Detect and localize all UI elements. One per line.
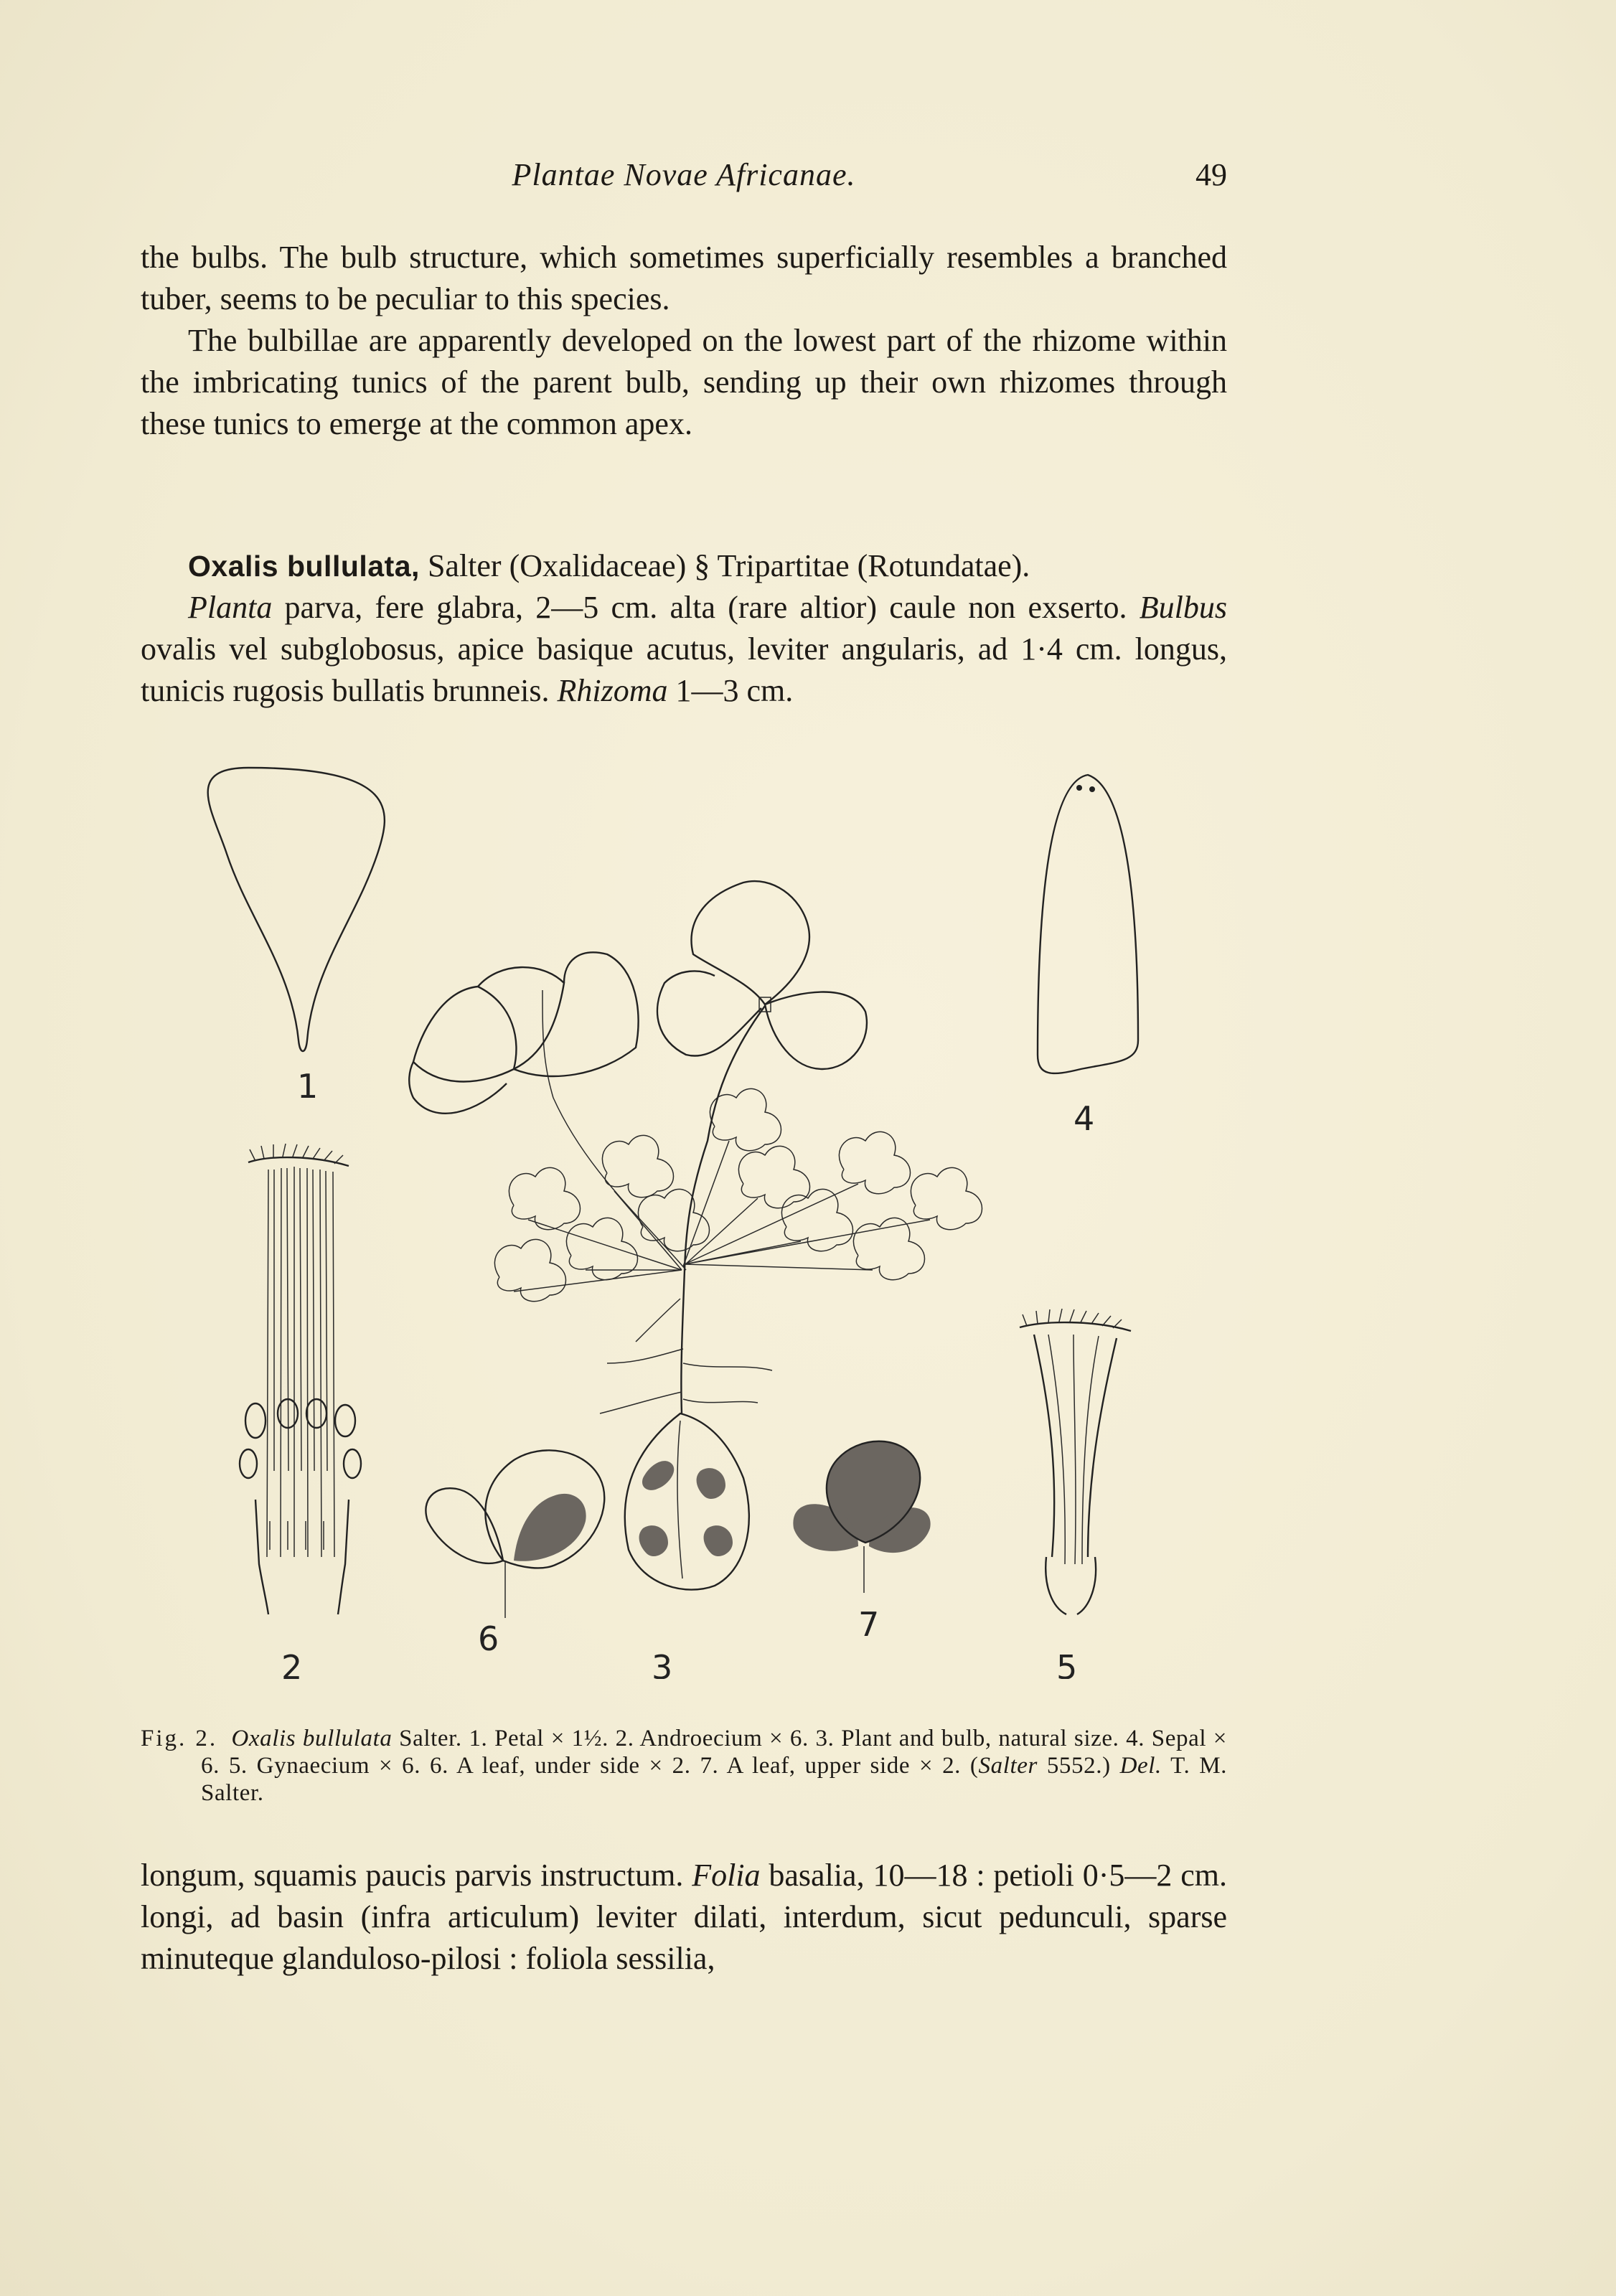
term-rhizoma: Rhizoma	[557, 673, 668, 708]
caption-text	[141, 1725, 1227, 1807]
caption-collector: Salter	[978, 1753, 1038, 1779]
caption-fig-number: Fig. 2.	[141, 1726, 218, 1751]
species-heading	[141, 545, 1227, 587]
description-planta: parva, fere glabra, 2—5 cm. alta (rare altior) caule non exserto.	[272, 590, 1140, 625]
page-number: 49	[1195, 157, 1227, 192]
label-7: 7	[858, 1605, 880, 1644]
term-folia: Folia	[692, 1858, 761, 1893]
leaf-underside-drawing	[426, 1450, 604, 1618]
continued-description	[141, 1855, 1227, 1980]
caption-artist: T. M. Salter.	[201, 1753, 1227, 1806]
term-bulbus: Bulbus	[1139, 590, 1227, 625]
sepal-drawing	[1038, 775, 1138, 1073]
term-planta: Planta	[188, 590, 273, 625]
label-6: 6	[478, 1619, 499, 1658]
species-authority: Salter (Oxalidaceae) § Tripartitae (Rotundatae).	[419, 548, 1030, 583]
label-3: 3	[652, 1648, 673, 1679]
caption-del: Del.	[1119, 1753, 1162, 1779]
leaf-upperside-drawing	[793, 1441, 930, 1593]
description-bulbus: ovalis vel subglobosus, apice basique acutus, leviter angularis, ad 1·4 cm. longus, tunicis rugosis bullatis brunneis.	[141, 631, 1227, 708]
figure-caption	[141, 1725, 1227, 1807]
petal-drawing	[208, 768, 385, 1051]
caption-details: Salter. 1. Petal × 1½. 2. Androecium × 6. 3. Plant and bulb, natural size. 4. Sepal × 6. 5. Gynaecium × 6. 6. A leaf, under side × 2. 7. A leaf, upper side × 2. (	[201, 1726, 1227, 1779]
description-folia: basalia, 10—18 : petioli 0·5—2 cm. longi, ad basin (infra articulum) leviter dilati, interdum, sicut pedunculi, sparse minuteque glanduloso-pilosi : foliola sessilia,	[141, 1858, 1228, 1976]
paragraph: The bulbillae are apparently developed on the lowest part of the rhizome within the imbricating tunics of the parent bulb, sending up their own rhizomes through these tunics to emerge at the common apex.	[141, 323, 1227, 441]
label-5: 5	[1056, 1648, 1078, 1679]
species-description	[141, 545, 1227, 712]
running-title: Plantae Novae Africanae.	[512, 157, 856, 192]
species-name: Oxalis bullulata,	[188, 550, 420, 583]
caption-number: 5552.)	[1037, 1753, 1120, 1779]
description-text: longum, squamis paucis parvis instructum.	[141, 1858, 692, 1893]
figure-illustration	[141, 753, 1227, 1679]
botanical-figure	[141, 753, 1227, 1679]
intro-text	[141, 237, 1227, 445]
label-1: 1	[297, 1067, 319, 1106]
gynaecium-drawing	[1020, 1309, 1131, 1614]
paragraph	[141, 1855, 1227, 1980]
label-2: 2	[281, 1648, 303, 1679]
description-text	[141, 587, 1227, 712]
running-header	[141, 156, 1227, 199]
label-4: 4	[1074, 1099, 1095, 1138]
caption-taxon: Oxalis bullulata	[231, 1726, 393, 1751]
paragraph: the bulbs. The bulb structure, which sometimes superficially resembles a branched tuber, seems to be peculiar to this species.	[141, 240, 1227, 316]
androecium-drawing	[240, 1144, 361, 1614]
description-rhizoma: 1—3 cm.	[667, 673, 794, 708]
